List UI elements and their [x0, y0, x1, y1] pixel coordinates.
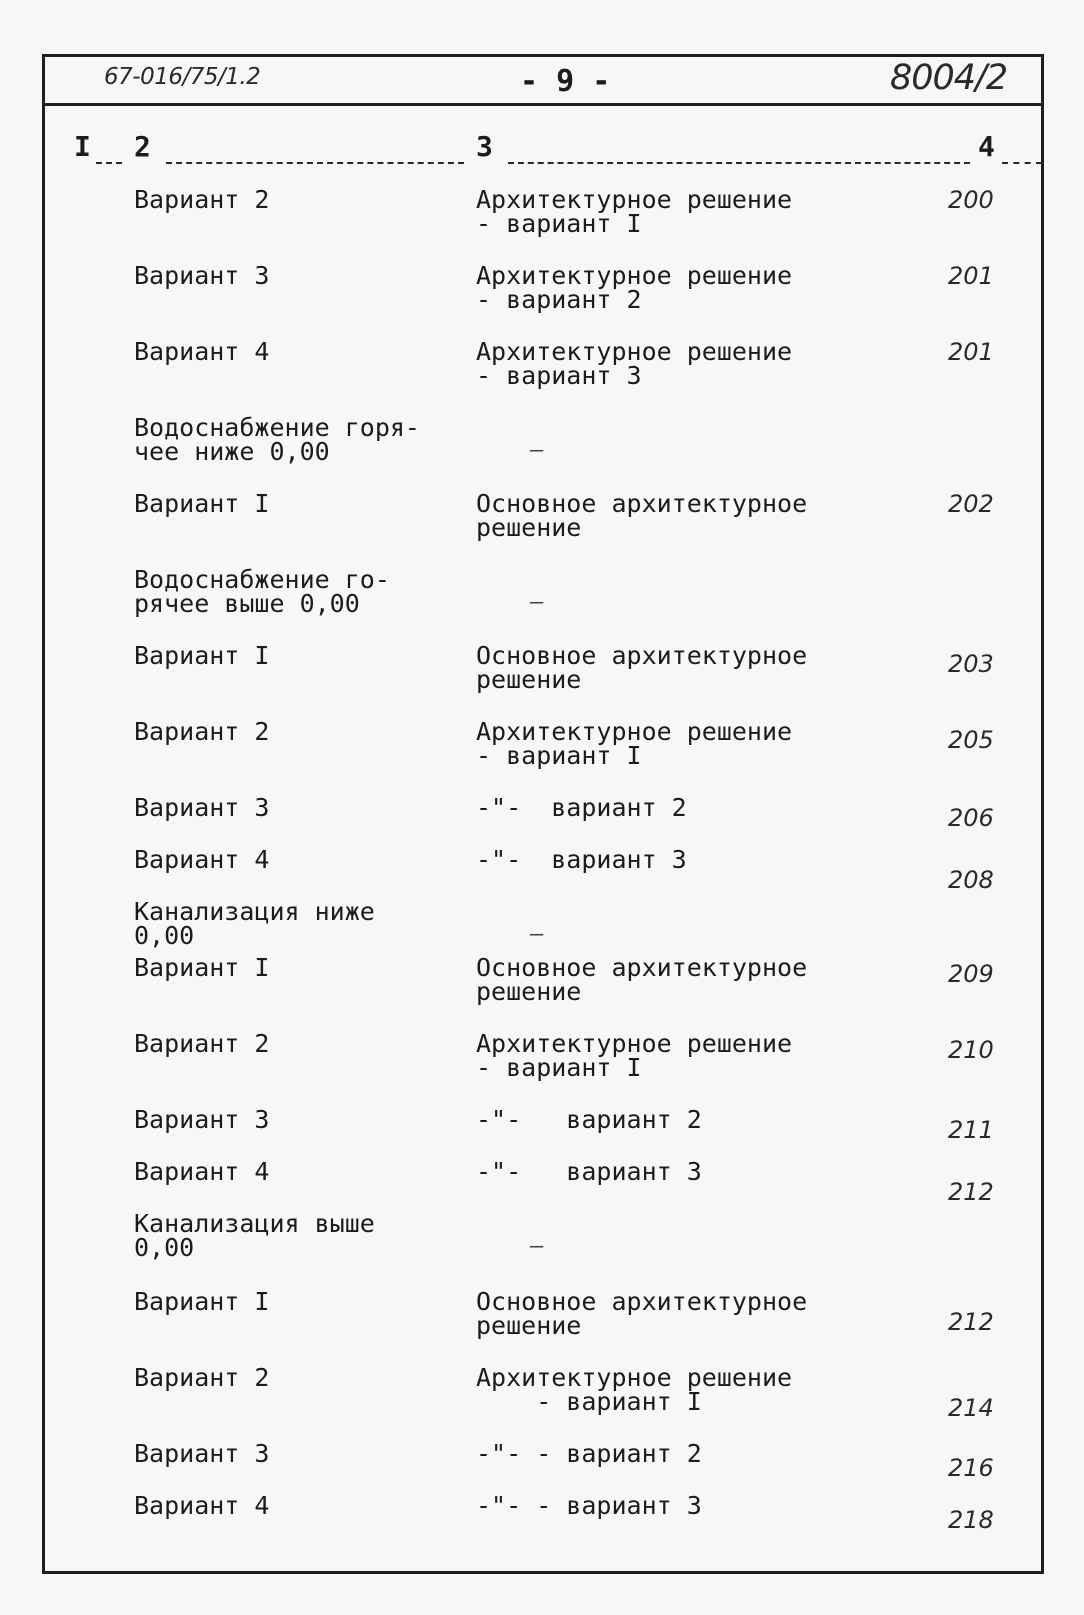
- column-header-1: I: [74, 130, 91, 163]
- row-page: 201: [948, 262, 994, 290]
- row-label: Вариант 3: [134, 1105, 270, 1134]
- row-label: Вариант I: [134, 489, 270, 518]
- row-page: 212: [948, 1308, 994, 1336]
- empty-cell-mark: –: [530, 590, 544, 615]
- row-label: Канализация ниже 0,00: [134, 897, 375, 950]
- row-page: 214: [948, 1394, 994, 1422]
- column-header-dash: [96, 162, 122, 164]
- row-label: Вариант 3: [134, 261, 270, 290]
- row-page: 216: [948, 1454, 994, 1482]
- column-header-3: 3: [476, 130, 493, 163]
- row-description: Архитектурное решение - вариант I: [476, 1363, 793, 1416]
- row-page: 200: [948, 186, 994, 214]
- row-description: Архитектурное решение - вариант 2: [476, 261, 793, 314]
- row-label: Вариант 3: [134, 793, 270, 822]
- row-label: Водоснабжение го- рячее выше 0,00: [134, 565, 390, 618]
- row-description: Основное архитектурное решение: [476, 1287, 808, 1340]
- empty-cell-mark: –: [530, 1234, 544, 1259]
- row-label: Канализация выше 0,00: [134, 1209, 375, 1262]
- row-label: Вариант 2: [134, 717, 270, 746]
- row-label: Вариант 4: [134, 845, 270, 874]
- row-description: Архитектурное решение - вариант 3: [476, 337, 793, 390]
- row-description: -"- вариант 3: [476, 1157, 702, 1186]
- row-description: Архитектурное решение - вариант I: [476, 1029, 793, 1082]
- row-page: 210: [948, 1036, 994, 1064]
- row-description: -"- - вариант 3: [476, 1491, 702, 1520]
- row-description: Архитектурное решение - вариант I: [476, 717, 793, 770]
- row-page: 201: [948, 338, 994, 366]
- column-header-dash: [166, 162, 464, 164]
- document-code: 67-016/75/1.2: [104, 64, 261, 90]
- row-label: Вариант 2: [134, 1029, 270, 1058]
- row-label: Вариант 4: [134, 1491, 270, 1520]
- column-header-dash: [508, 162, 970, 164]
- empty-cell-mark: –: [530, 438, 544, 463]
- row-page: 203: [948, 650, 994, 678]
- row-description: Основное архитектурное решение: [476, 953, 808, 1006]
- row-description: -"- вариант 2: [476, 793, 687, 822]
- row-label: Водоснабжение горя- чее ниже 0,00: [134, 413, 420, 466]
- column-header-2: 2: [134, 130, 151, 163]
- page-number: - 9 -: [520, 64, 611, 99]
- row-page: 202: [948, 490, 994, 518]
- row-label: Вариант I: [134, 953, 270, 982]
- row-page: 208: [948, 866, 994, 894]
- header-divider: [42, 103, 1044, 106]
- empty-cell-mark: –: [530, 922, 544, 947]
- column-header-dash: [1002, 162, 1042, 164]
- row-page: 206: [948, 804, 994, 832]
- row-page: 211: [948, 1116, 994, 1144]
- row-description: -"- вариант 2: [476, 1105, 702, 1134]
- row-page: 212: [948, 1178, 994, 1206]
- row-description: Архитектурное решение - вариант I: [476, 185, 793, 238]
- row-label: Вариант 3: [134, 1439, 270, 1468]
- row-label: Вариант 2: [134, 1363, 270, 1392]
- row-page: 205: [948, 726, 994, 754]
- row-description: Основное архитектурное решение: [476, 489, 808, 542]
- sheet-number: 8004/2: [890, 58, 1008, 98]
- row-label: Вариант 4: [134, 337, 270, 366]
- row-label: Вариант I: [134, 641, 270, 670]
- row-description: -"- - вариант 2: [476, 1439, 702, 1468]
- row-description: Основное архитектурное решение: [476, 641, 808, 694]
- row-label: Вариант 2: [134, 185, 270, 214]
- row-label: Вариант 4: [134, 1157, 270, 1186]
- row-page: 209: [948, 960, 994, 988]
- row-description: -"- вариант 3: [476, 845, 687, 874]
- column-header-4: 4: [978, 130, 995, 163]
- row-page: 218: [948, 1506, 994, 1534]
- row-label: Вариант I: [134, 1287, 270, 1316]
